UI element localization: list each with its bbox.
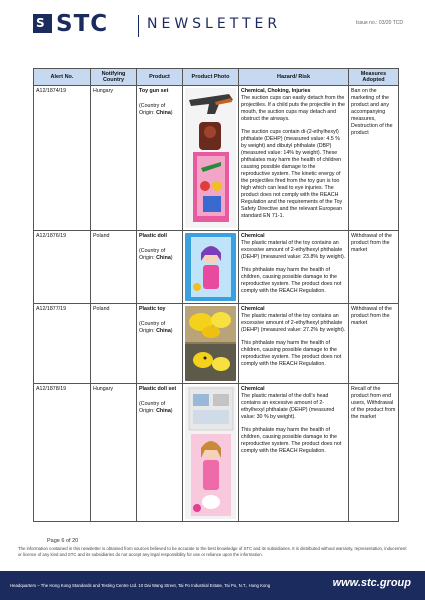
- origin-country: China: [156, 407, 171, 414]
- origin-label: (Country of Origin:: [139, 102, 166, 116]
- measures-adopted: Ban on the marketing of the product and any accompanying measures, Destruction of the product: [349, 86, 399, 231]
- country-of-origin: [139, 103, 180, 117]
- hazard-paragraph: The plastic material of the toy contains an excessive amount of 2-ethylhexyl phthalate (DEHP) (measured value: 23.8% by weight).: [241, 239, 346, 260]
- footer-banner: [0, 571, 425, 600]
- table-row: [34, 304, 399, 384]
- table-row: [34, 86, 399, 231]
- hazard-paragraph: The plastic material of the doll’s head contains an excessive amount of 2-ethylhexyl phthalate (DEHP) (measured value: 30 % by weight).: [241, 392, 335, 420]
- alert-no: A12/1878/19: [34, 384, 91, 522]
- hazard-paragraph: This phthalate may harm the health of children, causing possible damage to the reproductive system. The product does not comply with the REACH Regulation.: [241, 426, 342, 454]
- country-of-origin: [139, 321, 180, 335]
- country-of-origin: [139, 401, 180, 415]
- hazard-cell: [239, 304, 349, 384]
- product-photo-cell: [183, 384, 239, 522]
- alert-no: A12/1877/19: [34, 304, 91, 384]
- hazard-title: Chemical: [241, 306, 265, 312]
- plastic-toy-image: [185, 306, 236, 381]
- hazard-paragraph: This phthalate may harm the health of children, causing possible damage to the reproductive system. The product does not comply with the REACH Regulation.: [241, 266, 342, 294]
- origin-close: ): [170, 109, 173, 116]
- page-number: Page 6 of 20: [47, 538, 79, 544]
- origin-country: China: [156, 327, 171, 334]
- origin-close: ): [170, 254, 173, 261]
- notifying-country: Poland: [91, 231, 137, 304]
- alerts-table: [33, 68, 399, 522]
- col-alert-no: Alert No.: [34, 69, 91, 86]
- headquarters-address: Headquarters – The Hong Kong Standards and Testing Centre Ltd. 10 Dai Wang Street, Tai Po Industrial Estate, Tai Po, N.T., Hong Kong: [10, 583, 271, 588]
- stc-logo-mark: [33, 14, 52, 33]
- col-product-photo: Product Photo: [183, 69, 239, 86]
- measures-adopted: Withdrawal of the product from the market: [349, 304, 399, 384]
- hazard-paragraph: This phthalate may harm the health of children, causing possible damage to the reproductive system. The product does not comply with the REACH Regulation.: [241, 339, 342, 367]
- product-name: Plastic doll: [139, 233, 167, 239]
- disclaimer-text: The information contained in this newsletter is obtained from sources believed to be accurate to the best knowledge of STC and its subsidiaries. It is distributed without warranty, representation, inducement or licence of any kind and STC and its subsidiaries do not accept any legal responsibility for use or reliance upon the information.: [18, 546, 407, 557]
- product-cell: [137, 384, 183, 522]
- product-photo-cell: [183, 231, 239, 304]
- hazard-paragraph: The suction cups can easily detach from the projectiles. If a child puts the projectile in the mouth, the suction cups may detach and obstruct the airways.: [241, 94, 345, 122]
- origin-label: (Country of Origin:: [139, 400, 166, 414]
- origin-close: ): [170, 407, 173, 414]
- hazard-title: Chemical: [241, 233, 265, 239]
- origin-country: China: [156, 254, 171, 261]
- product-photo-cell: [183, 304, 239, 384]
- notifying-country: Hungary: [91, 86, 137, 231]
- newsletter-title: NEWSLETTER: [147, 16, 282, 32]
- measures-adopted: Recall of the product from end users, Withdrawal of the product from the market: [349, 384, 399, 522]
- stc-logo-text: STC: [56, 11, 109, 37]
- plastic-toy-photo: [185, 306, 236, 381]
- table-row: [34, 231, 399, 304]
- toy-gun-set-photo: [185, 88, 236, 228]
- hazard-paragraph: The suction cups contain di-(2-ethylhexyl) phthalate (DEHP) (measured value: 4.5 % by weight) and dibutyl phthalate (DBP) (measured value: 14% by weight). These phthalates may harm the health of children causing possible damage to the reproductive system. The kinetic energy of the projectiles fired from the toy gun is too high which can lead to eye injuries. The product does not comply with the REACH Regulation and the requirements of the Toy Safety Directive and the relevant European standard EN 71-1.: [241, 128, 343, 219]
- hazard-paragraph: The plastic material of the toy contains an excessive amount of 2-ethylhexyl phthalate (DEHP) (measured value: 27.2% by weight).: [241, 312, 346, 333]
- origin-label: (Country of Origin:: [139, 320, 166, 334]
- plastic-doll-image: [185, 233, 236, 301]
- hazard-title: Chemical, Choking, Injuries: [241, 88, 311, 94]
- hazard-cell: [239, 86, 349, 231]
- col-hazard-risk: Hazard/ Risk: [239, 69, 349, 86]
- plastic-doll-set-image: [185, 386, 236, 519]
- logo-mark-letter: S: [36, 16, 45, 30]
- country-of-origin: [139, 248, 180, 262]
- col-notifying-country: Notifying Country: [91, 69, 137, 86]
- notifying-country: Poland: [91, 304, 137, 384]
- product-name: Plastic doll set: [139, 386, 177, 392]
- table-header-row: [34, 69, 399, 86]
- product-cell: [137, 304, 183, 384]
- hazard-cell: [239, 384, 349, 522]
- product-name: Plastic toy: [139, 306, 166, 312]
- plastic-doll-photo: [185, 233, 236, 301]
- header-divider: [138, 15, 139, 37]
- origin-close: ): [170, 327, 173, 334]
- table-row: [34, 384, 399, 522]
- product-cell: [137, 86, 183, 231]
- website-link[interactable]: www.stc.group: [332, 577, 411, 589]
- alert-no: A12/1876/19: [34, 231, 91, 304]
- measures-adopted: Withdrawal of the product from the market: [349, 231, 399, 304]
- origin-label: (Country of Origin:: [139, 247, 166, 261]
- newsletter-header: [0, 0, 425, 52]
- alert-no: A12/1874/19: [34, 86, 91, 231]
- issue-number: Issue no.: 03/20 TCD: [355, 20, 403, 26]
- hazard-cell: [239, 231, 349, 304]
- origin-country: China: [156, 109, 171, 116]
- toy-gun-set-image: [185, 88, 236, 228]
- notifying-country: Hungary: [91, 384, 137, 522]
- col-product: Product: [137, 69, 183, 86]
- product-photo-cell: [183, 86, 239, 231]
- plastic-doll-set-photo: [185, 386, 236, 519]
- product-name: Toy gun set: [139, 88, 169, 94]
- product-cell: [137, 231, 183, 304]
- col-measures-adopted: Measures Adopted: [349, 69, 399, 86]
- hazard-title: Chemical: [241, 386, 265, 392]
